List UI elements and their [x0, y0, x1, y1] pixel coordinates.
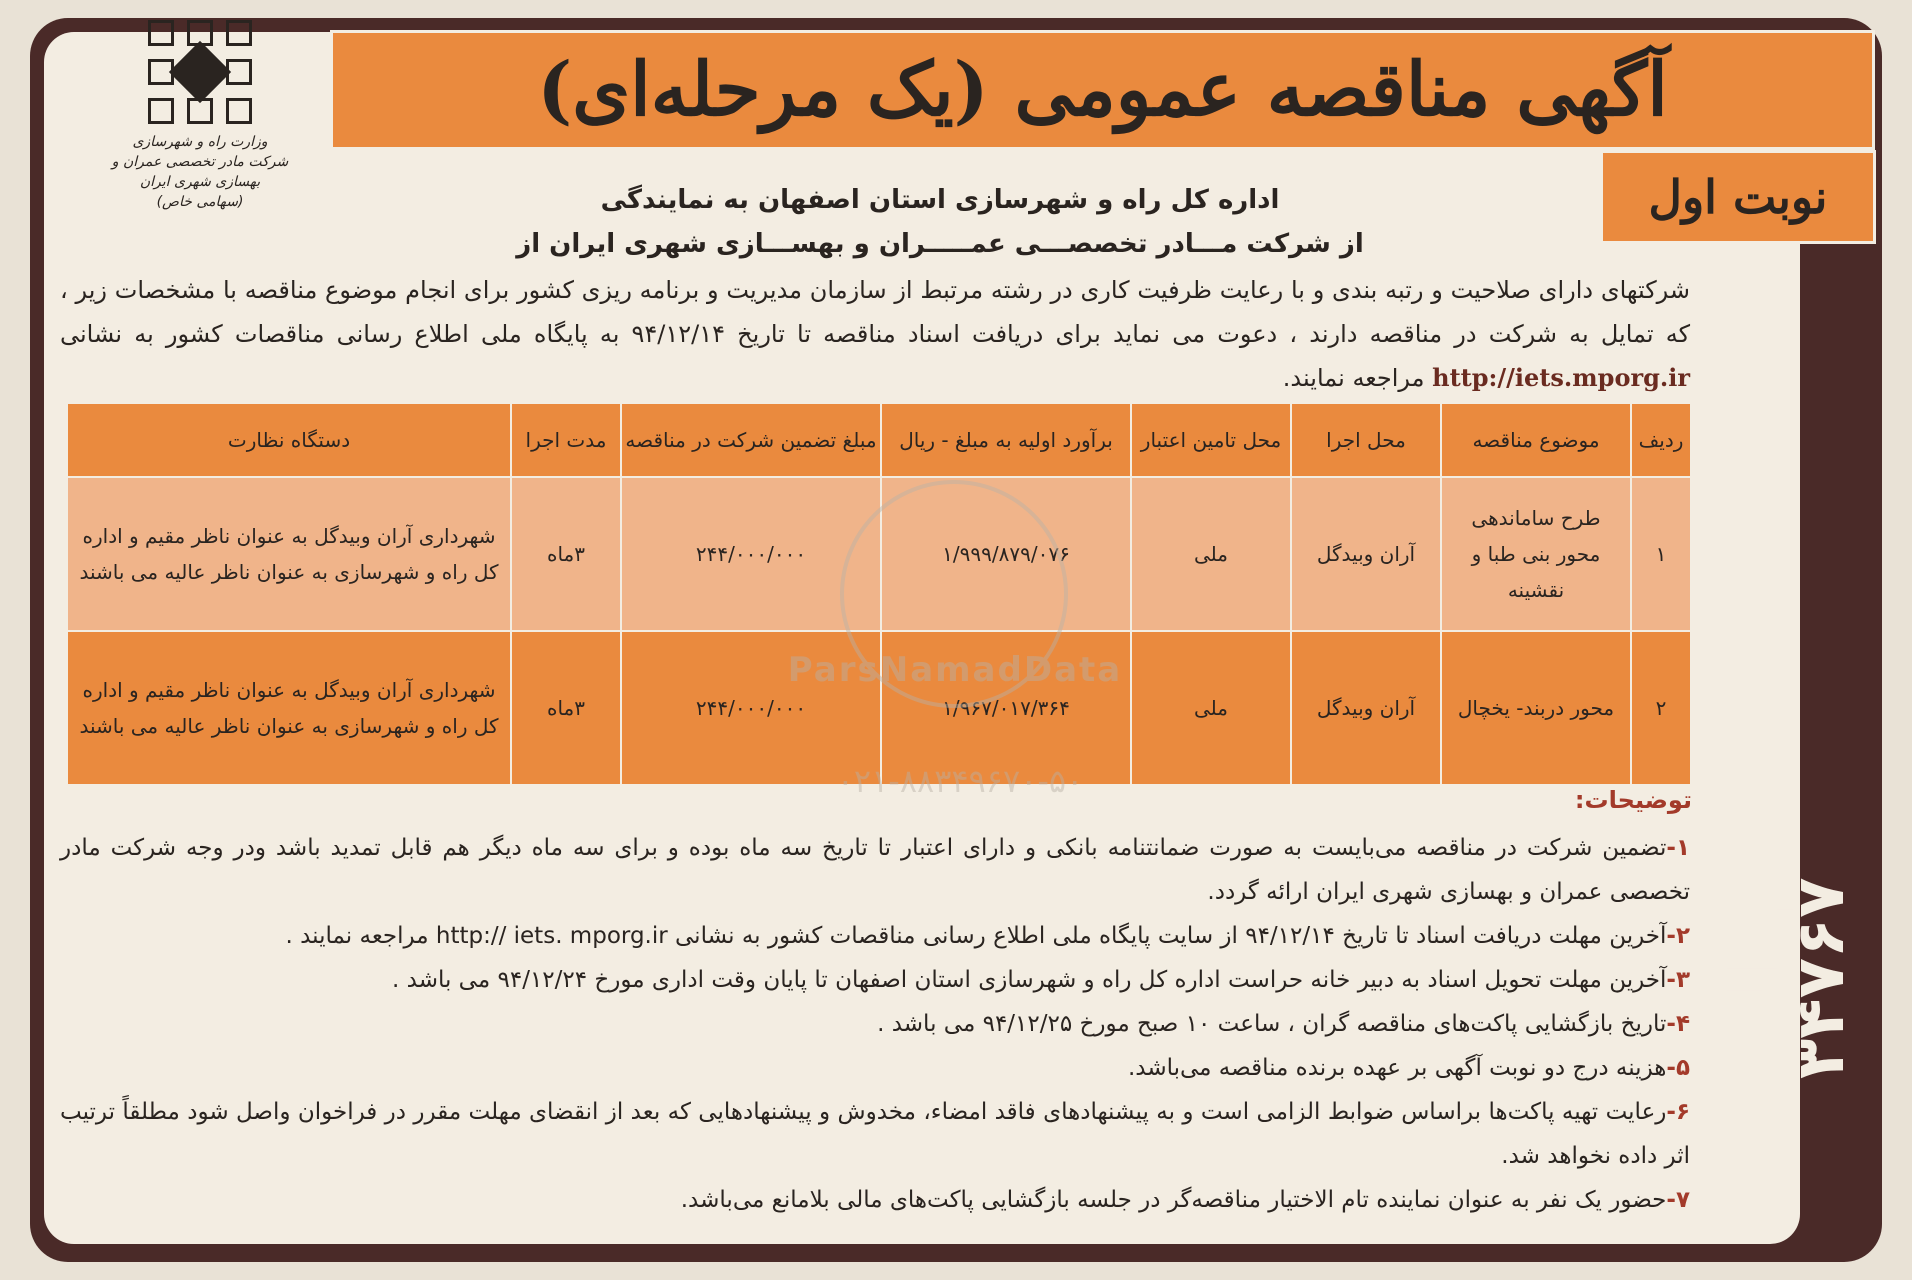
cell-guarantee: ۲۴۴/۰۰۰/۰۰۰: [621, 477, 881, 631]
cell-estimate: ۱/۹۹۹/۸۷۹/۰۷۶: [881, 477, 1131, 631]
table-header-row: [67, 403, 1691, 477]
note-item: ۳-آخرین مهلت تحویل اسناد به دبیر خانه حراست اداره کل راه و شهرسازی استان اصفهان تا پایان وقت اداری مورخ ۹۴/۱۲/۲۴ می باشد .: [392, 967, 1690, 993]
cell-funding: ملی: [1131, 477, 1291, 631]
cell-guarantee: ۲۴۴/۰۰۰/۰۰۰: [621, 631, 881, 785]
note-item: ۴-تاریخ بازگشایی پاکت‌های مناقصه گران ، ساعت ۱۰ صبح مورخ ۹۴/۱۲/۲۵ می باشد .: [877, 1011, 1690, 1037]
issuer-line-2: از شرکت مـــادر تخصصـــی عمـــــران و بهســـازی شهری ایران از: [516, 229, 1364, 259]
table-row: [67, 477, 1691, 631]
intro-text: شرکتهای دارای صلاحیت و رتبه بندی و با رعایت ظرفیت کاری در رشته مرتبط از سازمان مدیریت و برنامه ریزی کشور برای انجام موضوع مناقصه با مشخصات زیر ، که تمایل به شرکت در مناقصه دارند ، دعوت می نماید برای دریافت اسناد مناقصه تا تاریخ ۹۴/۱۲/۱۴ به پایگاه ملی اطلاع رسانی مناقصات کشور به نشانی: [60, 276, 1690, 348]
logo-icon: [148, 20, 252, 124]
cell-subject: محور دربند- یخچال: [1441, 631, 1631, 785]
note-item: ۱-تضمین شرکت در مناقصه می‌بایست به صورت ضمانتنامه بانکی و دارای اعتبار تا تاریخ سه ماه بوده و برای سه ماه دیگر هم قابل تمدید باشد ودر وجه شرکت مادر تخصصی عمران و بهسازی شهری ایران ارائه گردد.: [60, 835, 1690, 905]
logo-caption: وزارت راه و شهرسازی شرکت مادر تخصصی عمران و بهسازی شهری ایران (سهامی خاص): [111, 134, 289, 210]
cell-subject: طرح ساماندهی محور بنی طبا و نقشینه: [1441, 477, 1631, 631]
header-subject: موضوع مناقصه: [1441, 403, 1631, 477]
table-row: [67, 631, 1691, 785]
notes-title: توضیحات:: [1574, 786, 1692, 814]
round-badge: نوبت اول: [1600, 150, 1876, 244]
notes-list: [60, 826, 1690, 1222]
ad-code: م.الف ۳۴۷۶۷: [1716, 878, 1859, 1080]
note-item: ۷-حضور یک نفر به عنوان نماینده تام الاختیار مناقصه‌گر در جلسه بازگشایی پاکت‌های مالی بلامانع می‌باشد.: [680, 1187, 1690, 1213]
header-funding: محل تامین اعتبار: [1131, 403, 1291, 477]
intro-suffix: مراجعه نمایند.: [1282, 364, 1425, 392]
header-duration: مدت اجرا: [511, 403, 621, 477]
page-title: آگهی مناقصه عمومی (یک مرحله‌ای): [537, 47, 1668, 133]
cell-row-number: ۲: [1631, 631, 1691, 785]
header-guarantee: مبلغ تضمین شرکت در مناقصه: [621, 403, 881, 477]
cell-supervisor: شهرداری آران وبیدگل به عنوان ناظر مقیم و اداره کل راه و شهرسازی به عنوان ناظر عالیه می باشند: [67, 477, 511, 631]
cell-location: آران وبیدگل: [1291, 477, 1441, 631]
ministry-logo: [110, 20, 290, 230]
watermark-brand: ParsNamadData: [787, 650, 1123, 690]
note-item: ۵-هزینه درج دو نوبت آگهی بر عهده برنده مناقصه می‌باشد.: [1127, 1055, 1690, 1081]
header-location: محل اجرا: [1291, 403, 1441, 477]
cell-funding: ملی: [1131, 631, 1291, 785]
note-item: ۶-رعایت تهیه پاکت‌ها براساس ضوابط الزامی است و به پیشنهادهای فاقد امضاء، مخدوش و پیشنهادهایی که بعد از انقضای مهلت مقرر در فراخوان واصل شود مطلقاً ترتیب اثر داده نخواهد شد.: [60, 1099, 1690, 1169]
intro-url-link[interactable]: http://iets.mporg.ir: [1432, 363, 1690, 392]
issuer-line-1: اداره کل راه و شهرسازی استان اصفهان به نمایندگی: [600, 185, 1280, 215]
issuer: [300, 178, 1580, 266]
tender-table: [66, 402, 1692, 786]
note-item: ۲-آخرین مهلت دریافت اسناد تا تاریخ ۹۴/۱۲/۱۴ از سایت پایگاه ملی اطلاع رسانی مناقصات کشور به نشانی http:// iets. mporg.ir مراجعه نمایند .: [285, 923, 1690, 949]
cell-duration: ۳ماه: [511, 631, 621, 785]
header-supervisor: دستگاه نظارت: [67, 403, 511, 477]
cell-duration: ۳ماه: [511, 477, 621, 631]
header-estimate: برآورد اولیه به مبلغ - ریال: [881, 403, 1131, 477]
cell-location: آران وبیدگل: [1291, 631, 1441, 785]
header-row-number: ردیف: [1631, 403, 1691, 477]
title-banner: [330, 30, 1875, 150]
cell-estimate: ۱/۹۶۷/۰۱۷/۳۶۴: [881, 631, 1131, 785]
watermark-phone: ۰۲۱-۸۸۳۴۹۶۷۰-۵۰: [836, 762, 1084, 800]
cell-row-number: ۱: [1631, 477, 1691, 631]
cell-supervisor: شهرداری آران وبیدگل به عنوان ناظر مقیم و اداره کل راه و شهرسازی به عنوان ناظر عالیه می باشند: [67, 631, 511, 785]
intro-paragraph: [60, 268, 1690, 400]
